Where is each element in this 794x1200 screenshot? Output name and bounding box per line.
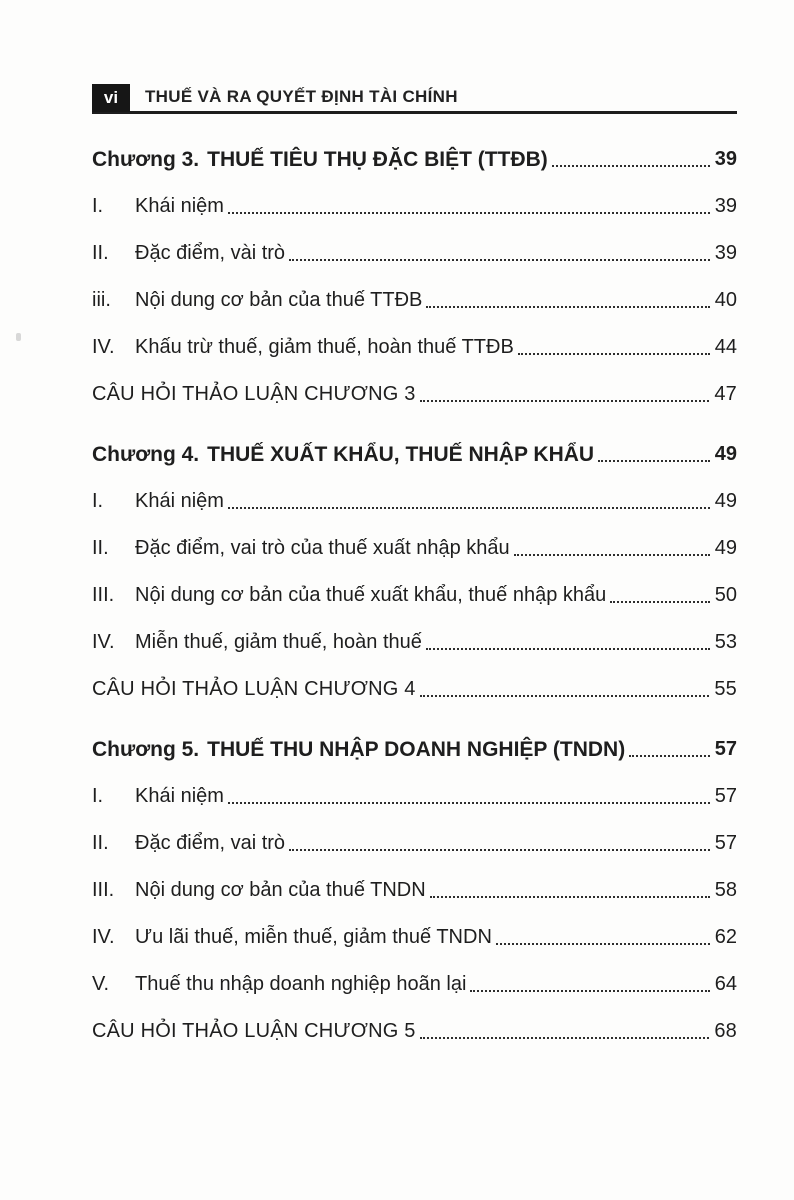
section-numeral: II. (92, 537, 109, 559)
section-title: Ưu lãi thuế, miễn thuế, giảm thuế TNDN (135, 926, 492, 948)
page-number: 40 (714, 289, 737, 311)
toc-entry-row (92, 773, 737, 820)
table-of-contents (92, 136, 737, 1055)
scan-artifact (16, 333, 21, 341)
section-numeral: IV. (92, 336, 115, 358)
chapter-label: Chương 4. (92, 442, 200, 466)
dot-leader (430, 896, 710, 898)
discussion-title: CÂU HỎI THẢO LUẬN CHƯƠNG 5 (92, 1020, 416, 1042)
page-number: 57 (714, 832, 737, 854)
dot-leader (228, 212, 710, 214)
section-numeral: III. (92, 584, 115, 606)
dot-leader (228, 507, 710, 509)
chapter-title: THUẾ THU NHẬP DOANH NGHIỆP (TNDN) (207, 737, 626, 761)
toc-discussion-row (92, 666, 737, 713)
dot-leader (629, 755, 710, 757)
dot-leader (598, 460, 710, 462)
toc-entry-row (92, 820, 737, 867)
toc-entry-row (92, 183, 737, 230)
page-number: 62 (714, 926, 737, 948)
dot-leader (426, 648, 710, 650)
section-numeral: II. (92, 832, 109, 854)
dot-leader (552, 165, 710, 167)
section-numeral: III. (92, 879, 115, 901)
page-number: 49 (714, 490, 737, 512)
page-number: 53 (714, 631, 737, 653)
section-title: Khấu trừ thuế, giảm thuế, hoàn thuế TTĐB (135, 336, 514, 358)
dot-leader (514, 554, 710, 556)
section-numeral: IV. (92, 631, 115, 653)
section-numeral: II. (92, 242, 109, 264)
toc-entry-row (92, 619, 737, 666)
page-number: 39 (714, 148, 737, 170)
dot-leader (289, 849, 710, 851)
dot-leader (420, 695, 710, 697)
page-number: 44 (714, 336, 737, 358)
dot-leader (420, 1037, 710, 1039)
chapter-label: Chương 3. (92, 147, 200, 171)
page-number: 64 (714, 973, 737, 995)
section-title: Nội dung cơ bản của thuế TTĐB (135, 289, 423, 311)
toc-entry-row (92, 961, 737, 1008)
page-header (92, 84, 737, 115)
folio-page-number: vi (92, 84, 130, 112)
chapter-title: THUẾ TIÊU THỤ ĐẶC BIỆT (TTĐB) (207, 147, 548, 171)
section-title: Nội dung cơ bản của thuế TNDN (135, 879, 426, 901)
toc-entry-row (92, 277, 737, 324)
section-title: Khái niệm (135, 785, 224, 807)
toc-discussion-row (92, 1008, 737, 1055)
toc-discussion-row (92, 371, 737, 418)
section-numeral: iii. (92, 289, 111, 311)
toc-chapter-row (92, 431, 737, 478)
page-number: 57 (714, 785, 737, 807)
section-title: Nội dung cơ bản của thuế xuất khẩu, thuế nhập khẩu (135, 584, 607, 606)
page-number: 49 (714, 443, 737, 465)
page-number: 50 (714, 584, 737, 606)
toc-chapter-row (92, 726, 737, 773)
toc-chapter-row (92, 136, 737, 183)
chapter-label: Chương 5. (92, 737, 200, 761)
toc-entry-row (92, 572, 737, 619)
dot-leader (426, 306, 709, 308)
section-numeral: V. (92, 973, 110, 995)
toc-entry-row (92, 867, 737, 914)
chapter-title: THUẾ XUẤT KHẨU, THUẾ NHẬP KHẨU (207, 442, 595, 466)
section-title: Khái niệm (135, 490, 224, 512)
page-number: 55 (714, 678, 737, 700)
section-title: Khái niệm (135, 195, 224, 217)
page-number: 49 (714, 537, 737, 559)
page-number: 68 (714, 1020, 737, 1042)
toc-entry-row (92, 324, 737, 371)
dot-leader (228, 802, 710, 804)
section-numeral: IV. (92, 926, 115, 948)
section-title: Đặc điểm, vai trò (135, 832, 286, 854)
running-title: THUẾ VÀ RA QUYẾT ĐỊNH TÀI CHÍNH (145, 87, 458, 106)
page-number: 39 (714, 242, 737, 264)
dot-leader (610, 601, 710, 603)
dot-leader (420, 400, 710, 402)
header-rule (92, 111, 737, 114)
section-title: Đặc điểm, vài trò (135, 242, 286, 264)
dot-leader (518, 353, 710, 355)
dot-leader (470, 990, 709, 992)
page-number: 39 (714, 195, 737, 217)
page-number: 47 (714, 383, 737, 405)
section-title: Đặc điểm, vai trò của thuế xuất nhập khẩu (135, 537, 510, 559)
dot-leader (289, 259, 710, 261)
discussion-title: CÂU HỎI THẢO LUẬN CHƯƠNG 3 (92, 383, 416, 405)
toc-entry-row (92, 230, 737, 277)
toc-entry-row (92, 478, 737, 525)
section-numeral: I. (92, 195, 104, 217)
page-number: 58 (714, 879, 737, 901)
discussion-title: CÂU HỎI THẢO LUẬN CHƯƠNG 4 (92, 678, 416, 700)
page-number: 57 (714, 738, 737, 760)
section-numeral: I. (92, 490, 104, 512)
section-title: Thuế thu nhập doanh nghiệp hoãn lại (135, 973, 467, 995)
toc-entry-row (92, 914, 737, 961)
section-numeral: I. (92, 785, 104, 807)
section-title: Miễn thuế, giảm thuế, hoàn thuế (135, 631, 422, 653)
toc-entry-row (92, 525, 737, 572)
dot-leader (496, 943, 710, 945)
